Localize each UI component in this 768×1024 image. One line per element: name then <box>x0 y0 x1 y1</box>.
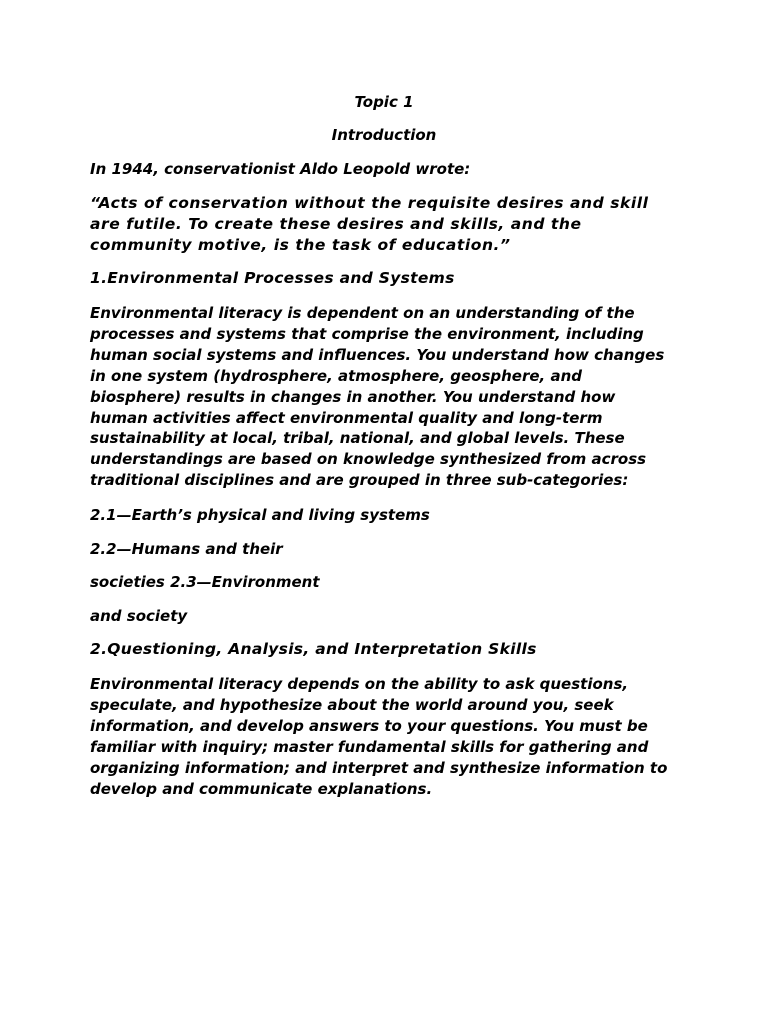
section-heading: Introduction <box>331 126 437 144</box>
paragraph-line: biosphere) results in changes in another. You understand how <box>90 387 616 406</box>
paragraph-line: Environmental literacy depends on the ability to ask questions, <box>90 675 629 693</box>
paragraph-line: in one system (hydrosphere, atmosphere, geosphere, and <box>90 366 583 385</box>
subcategory-line: and society <box>90 607 188 625</box>
paragraph-line: human activities affect environmental quality and long-term <box>90 408 603 427</box>
paragraph-line: organizing information; and interpret and synthesize information to <box>90 758 668 777</box>
topic-label: Topic 1 <box>354 93 414 111</box>
paragraph-line: familiar with inquiry; master fundamental skills for gathering and <box>90 737 649 756</box>
subcategory-line: 2.2—Humans and their <box>90 540 283 558</box>
paragraph-line: traditional disciplines and are grouped in three sub-categories: <box>90 471 629 490</box>
paragraph-line: speculate, and hypothesize about the world around you, seek <box>90 695 614 714</box>
quote-line: are futile. To create these desires and skills, and the <box>90 214 582 233</box>
paragraph-line: human social systems and influences. You understand how changes <box>90 345 665 364</box>
intro-line: In 1944, conservationist Aldo Leopold wrote: <box>90 160 471 178</box>
paragraph-line: processes and systems that comprise the environment, including <box>90 324 644 343</box>
quote-line: community motive, is the task of education.” <box>90 235 511 254</box>
section2-paragraph <box>90 674 680 799</box>
section1-title: 1.Environmental Processes and Systems <box>90 269 455 287</box>
paragraph-line: develop and communicate explanations. <box>90 779 433 798</box>
section2-title: 2.Questioning, Analysis, and Interpretation Skills <box>90 640 537 658</box>
paragraph-line: information, and develop answers to your questions. You must be <box>90 716 648 735</box>
subcategory-line: societies 2.3—Environment <box>90 573 320 591</box>
paragraph-line: sustainability at local, tribal, national, and global levels. These <box>90 429 625 448</box>
subcategory-line: 2.1—Earth’s physical and living systems <box>90 506 430 524</box>
paragraph-line: Environmental literacy is dependent on an understanding of the <box>90 304 635 322</box>
quote-line: “Acts of conservation without the requisite desires and skill <box>90 194 649 212</box>
paragraph-line: understandings are based on knowledge synthesized from across <box>90 450 647 469</box>
section1-paragraph <box>90 303 680 491</box>
leopold-quote <box>90 193 680 255</box>
